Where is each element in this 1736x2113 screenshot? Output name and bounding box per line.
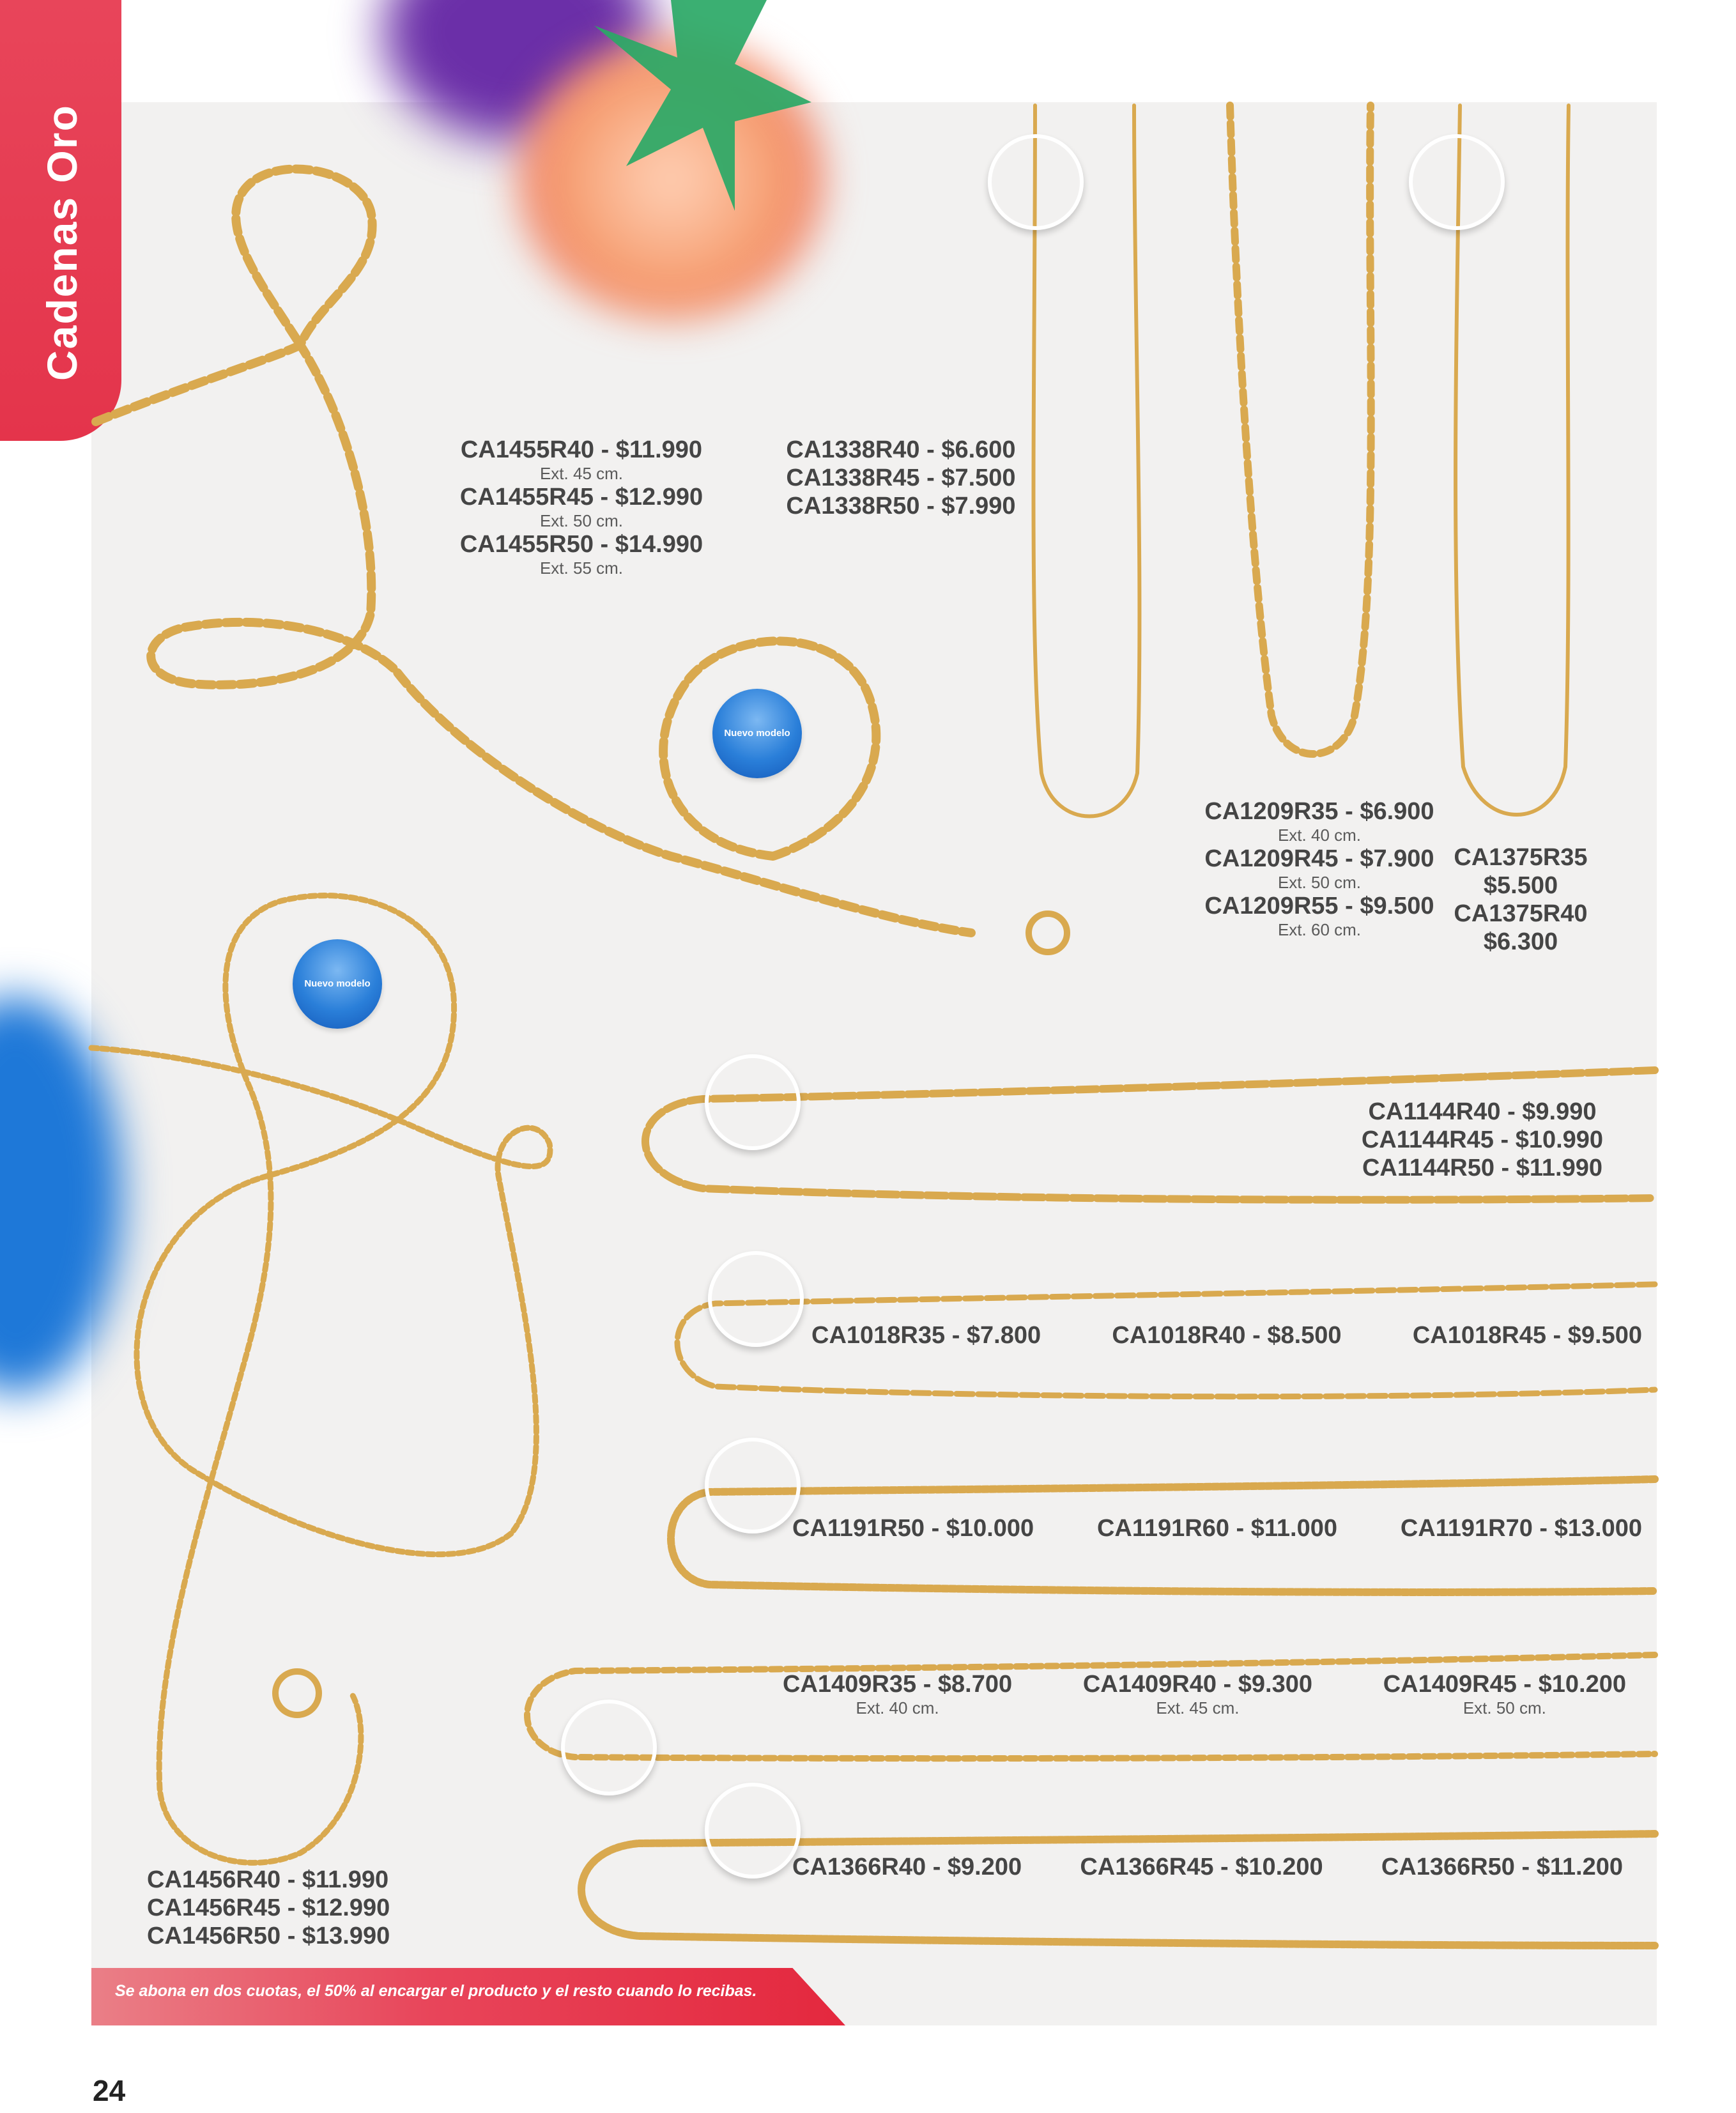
price-label: CA1018R45 - $9.500 [1412, 1322, 1642, 1349]
price-label: CA1456R40 - $11.990 [147, 1866, 389, 1893]
price-item [783, 1670, 1012, 1717]
price-label: CA1191R70 - $13.000 [1400, 1515, 1642, 1542]
price-block-ca1375 [1450, 843, 1591, 956]
price-row-ca1409 [783, 1670, 1626, 1717]
price-label: CA1209R55 - $9.500 [1204, 893, 1434, 919]
price-label: CA1366R50 - $11.200 [1381, 1854, 1623, 1880]
price-row-ca1366 [792, 1853, 1623, 1881]
new-model-badge: Nuevo modelo [293, 939, 382, 1029]
price-label: CA1338R50 - $7.990 [786, 493, 1016, 519]
product-code: CA1375R35 [1454, 844, 1588, 871]
price-label: CA1456R50 - $13.990 [147, 1923, 390, 1949]
page-number: 24 [93, 2074, 126, 2107]
price-block-ca1455 [447, 436, 716, 578]
zoom-ring-ca1338 [988, 134, 1084, 230]
extension-label: Ext. 40 cm. [1277, 826, 1362, 845]
zoom-ring-ca1018 [708, 1251, 804, 1347]
price-label: CA1409R45 - $10.200 [1383, 1671, 1626, 1698]
price-label: CA1144R40 - $9.990 [1368, 1098, 1597, 1125]
price-label: CA1018R40 - $8.500 [1112, 1322, 1342, 1349]
price-label: CA1209R35 - $6.900 [1204, 798, 1434, 825]
price-row-ca1018 [811, 1321, 1642, 1349]
extension-label: Ext. 50 cm. [539, 511, 624, 530]
price-label: CA1209R45 - $7.900 [1204, 845, 1434, 872]
price-label: $5.500 [1483, 872, 1558, 899]
new-model-badge: Nuevo modelo [712, 689, 802, 778]
price-label: CA1455R50 - $14.990 [459, 531, 703, 558]
chain-ca1209 [1230, 105, 1371, 754]
price-block-ca1456 [147, 1866, 403, 1950]
zoom-ring-ca1375 [1409, 134, 1505, 230]
price-label: CA1018R35 - $7.800 [811, 1322, 1041, 1349]
price-label: CA1338R45 - $7.500 [786, 465, 1016, 491]
price-row-ca1191 [792, 1514, 1642, 1542]
payment-note: Se abona en dos cuotas, el 50% al encargar el producto y el resto cuando lo recibas. [115, 1982, 757, 2000]
price-label: CA1409R35 - $8.700 [783, 1671, 1013, 1698]
zoom-ring-ca1409 [561, 1700, 657, 1795]
price-block-ca1209 [1192, 797, 1447, 939]
section-title: Cadenas Oro [38, 104, 86, 381]
extension-label: Ext. 60 cm. [1277, 920, 1362, 939]
price-label: CA1144R45 - $10.990 [1361, 1126, 1604, 1153]
price-label: $6.300 [1483, 928, 1558, 955]
price-label: CA1455R40 - $11.990 [460, 436, 703, 463]
price-label: CA1455R45 - $12.990 [459, 484, 703, 511]
price-label: CA1366R45 - $10.200 [1080, 1854, 1323, 1880]
price-label: CA1409R40 - $9.300 [1082, 1671, 1312, 1698]
price-label: CA1144R50 - $11.990 [1362, 1155, 1603, 1181]
zoom-ring-ca1191 [705, 1438, 801, 1533]
extension-label: Ext. 45 cm. [539, 464, 624, 483]
price-label: CA1338R40 - $6.600 [786, 436, 1016, 463]
extension-label: Ext. 40 cm. [856, 1698, 939, 1717]
extension-label: Ext. 55 cm. [539, 558, 624, 578]
product-code: CA1375R40 [1454, 900, 1588, 927]
extension-label: Ext. 50 cm. [1277, 873, 1362, 892]
price-label: CA1366R40 - $9.200 [792, 1854, 1022, 1880]
clasp-ca1456 [275, 1671, 319, 1715]
price-block-ca1338 [773, 436, 1029, 520]
price-label: CA1191R50 - $10.000 [792, 1515, 1034, 1542]
clasp-ca1455 [1029, 914, 1067, 952]
chain-ca1456 [91, 896, 550, 1863]
price-item [1383, 1670, 1626, 1717]
price-item [1083, 1670, 1312, 1717]
price-label: CA1456R45 - $12.990 [147, 1894, 390, 1921]
extension-label: Ext. 45 cm. [1156, 1698, 1240, 1717]
zoom-ring-ca1366 [705, 1783, 801, 1879]
extension-label: Ext. 50 cm. [1463, 1698, 1546, 1717]
zoom-ring-ca1144 [705, 1054, 801, 1150]
price-block-ca1144 [1348, 1098, 1617, 1182]
price-label: CA1191R60 - $11.000 [1096, 1515, 1338, 1542]
